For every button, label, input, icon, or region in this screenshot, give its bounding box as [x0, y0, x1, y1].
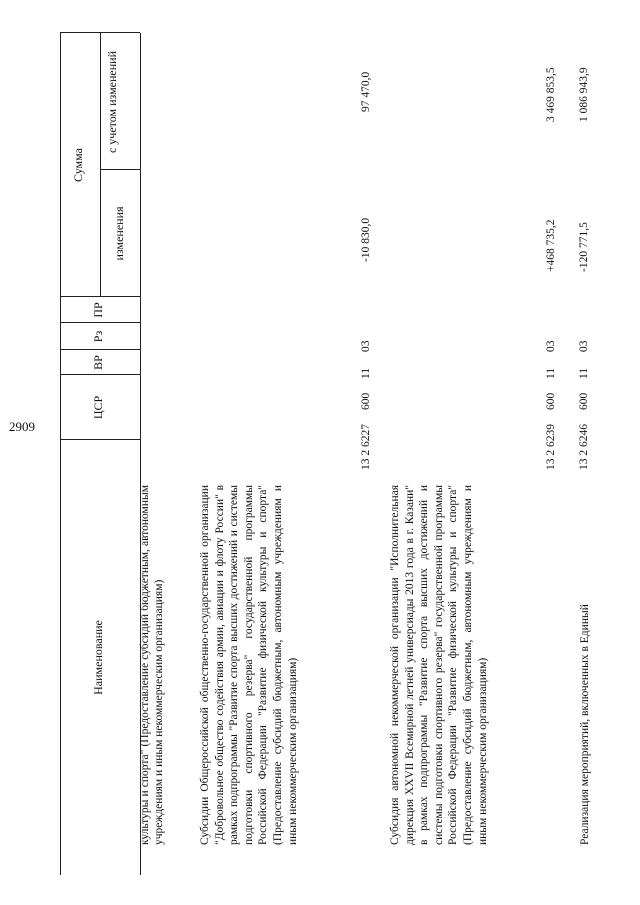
row-1-rz: 11 — [360, 367, 372, 379]
row-2-name-col: Субсидия автономной некоммерческой организации "Исполнительная дирекция XXVII Всемирной летней универсиады 2013 года в г. Казани" в рамках подпрограммы "Развитие спорта высших достижений и системы подготовки спортивного резерва" государственной программы Российской Федерации "Развитие физической культуры и спорта" (Предоставление субсидий бюджетным, автономным учреждениям и иным некоммерческим организациям) — [389, 485, 489, 845]
row-3-rz: 11 — [578, 367, 590, 379]
row-1-name-col: Субсидии Общероссийской общественно-государственной организации "Добровольное общество содействия армии, авиации и флоту России" в рамках подпрограммы "Развитие спорта высших достижений и системы подготовки спортивного резерва" государственной программы Российской Федерации "Развитие физической культуры и спорта" (Предоставление субсидий бюджетным, автономным учреждениям и иным некоммерческим организациям) — [199, 485, 299, 845]
header-csr: ЦСР — [91, 395, 105, 420]
row-2-vr: 600 — [545, 392, 557, 410]
row-0-name-col: культуры и спорта" (Предоставление субсидий бюджетным, автономным учреждениям и иным некоммерческим организациям) — [139, 485, 165, 845]
header-sum: Сумма — [71, 148, 85, 182]
row-3-vr: 600 — [578, 392, 590, 410]
row-3-changes: -120 771,5 — [578, 222, 590, 272]
row-3-with-changes: 1 086 943,9 — [578, 67, 590, 122]
row-2-changes: +468 735,2 — [545, 219, 557, 272]
header-name: Наименование — [91, 620, 105, 695]
row-1-pr: 03 — [360, 340, 372, 352]
row-1-csr: 13 2 6227 — [360, 424, 372, 470]
row-3-name-col: Реализация мероприятий, включенных в Единый — [579, 604, 591, 845]
row-1-vr: 600 — [360, 392, 372, 410]
header-vr: ВР — [91, 355, 105, 370]
row-2-pr: 03 — [545, 340, 557, 352]
row-3-csr: 13 2 6246 — [578, 424, 590, 470]
page-number: 2909 — [9, 419, 35, 434]
header-rz: Рз — [91, 330, 105, 343]
header-with-changes: с учетом изменений — [105, 50, 119, 154]
row-1-changes: -10 830,0 — [360, 217, 372, 262]
header-changes: изменения — [112, 206, 126, 261]
row-2-csr: 13 2 6239 — [545, 424, 557, 470]
header-pr: ПР — [91, 302, 105, 318]
row-2-rz: 11 — [545, 367, 557, 379]
row-1-with-changes: 97 470,0 — [360, 71, 372, 112]
row-3-pr: 03 — [578, 340, 590, 352]
row-2-with-changes: 3 469 853,5 — [545, 67, 557, 122]
